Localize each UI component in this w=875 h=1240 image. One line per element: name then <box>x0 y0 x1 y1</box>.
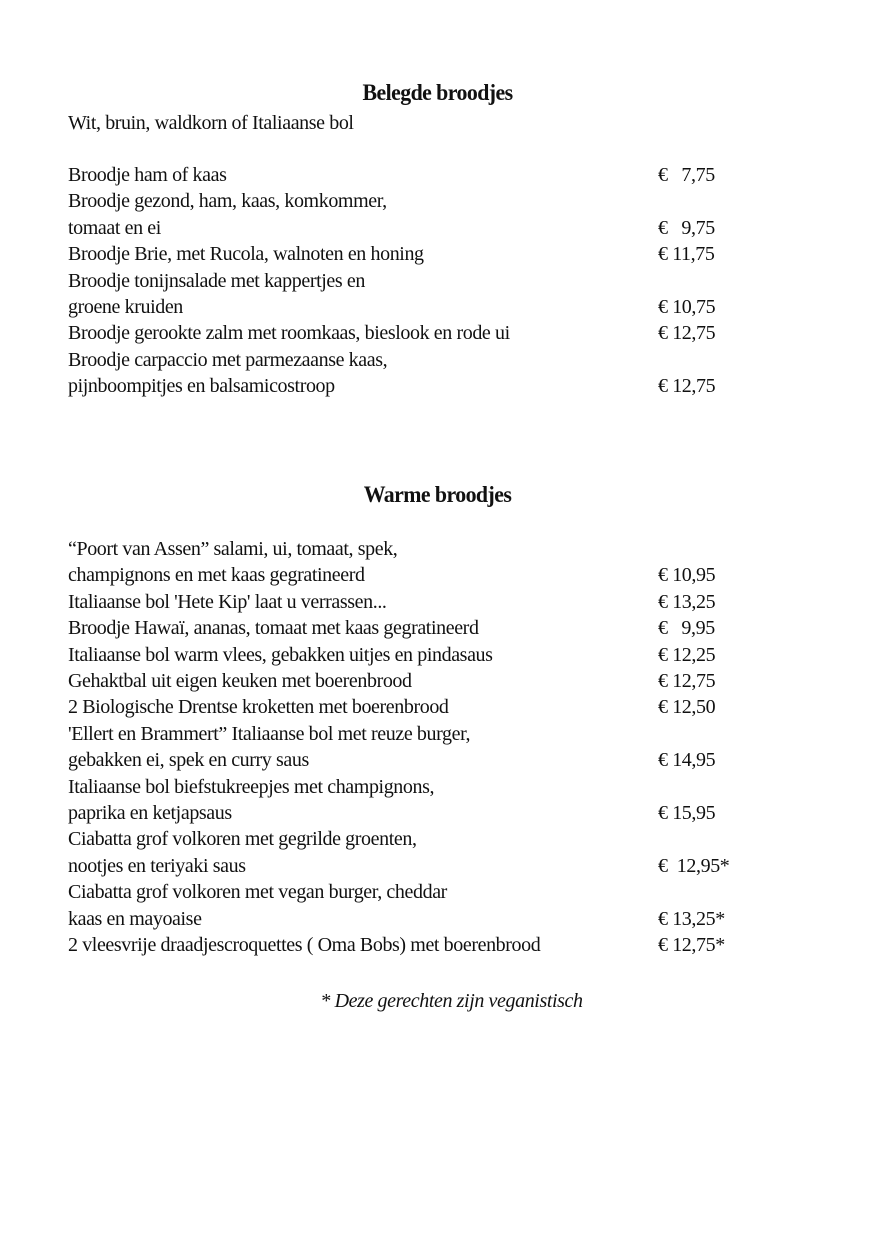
menu-line <box>68 375 788 401</box>
menu-item-price: € 9,75 <box>658 216 715 239</box>
menu-line <box>68 591 788 617</box>
menu-item-price: € 12,50 <box>658 696 716 719</box>
menu-item-description: 'Ellert en Brammert” Italiaanse bol met reuze burger, <box>68 722 471 745</box>
menu-item-price: € 11,75 <box>658 243 715 266</box>
menu-line <box>68 296 788 322</box>
menu-item-description: pijnboompitjes en balsamicostroop <box>68 375 335 398</box>
menu-item-description: Ciabatta grof volkoren met gegrilde groenten, <box>68 828 417 851</box>
menu-item-description: Italiaanse bol biefstukreepjes met champignons, <box>68 775 435 798</box>
menu-line <box>68 723 788 749</box>
menu-item-price: € 7,75 <box>658 164 715 186</box>
menu-line <box>68 908 788 934</box>
menu-line <box>68 881 788 907</box>
menu-item-description: Broodje Hawaï, ananas, tomaat met kaas gegratineerd <box>68 617 479 640</box>
menu-item-price: € 12,25 <box>658 643 716 666</box>
menu-item-description: Italiaanse bol 'Hete Kip' laat u verrassen... <box>68 590 387 613</box>
menu-item-price: € 12,75 <box>658 375 716 398</box>
menu-line <box>68 776 788 802</box>
section-title: Warme broodjes <box>363 482 512 507</box>
menu-item-description: Broodje ham of kaas <box>68 164 227 186</box>
menu-line <box>68 190 788 216</box>
section-title: Belegde broodjes <box>362 80 513 105</box>
menu-line <box>68 217 788 243</box>
menu-item-description: nootjes en teriyaki saus <box>68 854 246 877</box>
menu-line <box>68 617 788 643</box>
menu-line <box>68 855 788 881</box>
menu-line <box>68 749 788 775</box>
menu-item-price: € 15,95 <box>658 802 716 824</box>
menu-item-description: Broodje tonijnsalade met kappertjes en <box>68 269 365 292</box>
menu-item-description: Broodje carpaccio met parmezaanse kaas, <box>68 348 388 371</box>
menu-item-description: groene kruiden <box>68 296 183 318</box>
menu-item-description: paprika en ketjapsaus <box>68 802 232 824</box>
menu-item-description: “Poort van Assen” salami, ui, tomaat, spek, <box>68 538 398 560</box>
menu-item-description: champignons en met kaas gegratineerd <box>68 564 365 587</box>
menu-line <box>68 243 788 269</box>
menu-item-description: Italiaanse bol warm vlees, gebakken uitjes en pindasaus <box>68 643 493 666</box>
section-subtitle: Wit, bruin, waldkorn of Italiaanse bol <box>68 112 354 134</box>
menu-line <box>68 538 788 564</box>
menu-line <box>68 322 788 348</box>
menu-item-price: € 14,95 <box>658 749 716 772</box>
menu-line <box>68 270 788 296</box>
menu-line <box>68 696 788 722</box>
menu-item-description: gebakken ei, spek en curry saus <box>68 749 309 772</box>
menu-item-price: € 12,95* <box>658 854 730 877</box>
menu-item-description: 2 vleesvrije draadjescroquettes ( Oma Bobs) met boerenbrood <box>68 934 541 956</box>
menu-item-price: € 12,75 <box>658 670 716 692</box>
menu-item-description: Gehaktbal uit eigen keuken met boerenbrood <box>68 670 412 692</box>
menu-line <box>68 164 788 190</box>
menu-line <box>68 934 788 960</box>
menu-line <box>68 670 788 696</box>
menu-line <box>68 828 788 854</box>
menu-item-description: Ciabatta grof volkoren met vegan burger, cheddar <box>68 881 447 904</box>
menu-line <box>68 802 788 828</box>
menu-item-price: € 12,75 <box>658 322 716 345</box>
menu-line <box>68 644 788 670</box>
footnote: * Deze gerechten zijn veganistisch <box>320 990 583 1012</box>
menu-item-description: kaas en mayoaise <box>68 907 202 930</box>
menu-item-price: € 9,95 <box>658 617 715 640</box>
menu-item-price: € 13,25* <box>658 907 725 930</box>
menu-item-description: Broodje gezond, ham, kaas, komkommer, <box>68 190 387 213</box>
menu-item-price: € 13,25 <box>658 590 716 613</box>
menu-item-price: € 10,95 <box>658 564 716 587</box>
menu-line <box>68 349 788 375</box>
menu-item-description: 2 Biologische Drentse kroketten met boerenbrood <box>68 696 449 719</box>
menu-item-description: tomaat en ei <box>68 216 161 239</box>
menu-item-price: € 12,75* <box>658 934 725 956</box>
menu-item-description: Broodje gerookte zalm met roomkaas, bieslook en rode ui <box>68 322 510 345</box>
menu-item-price: € 10,75 <box>658 296 716 318</box>
menu-line <box>68 564 788 590</box>
menu-item-description: Broodje Brie, met Rucola, walnoten en honing <box>68 243 424 266</box>
